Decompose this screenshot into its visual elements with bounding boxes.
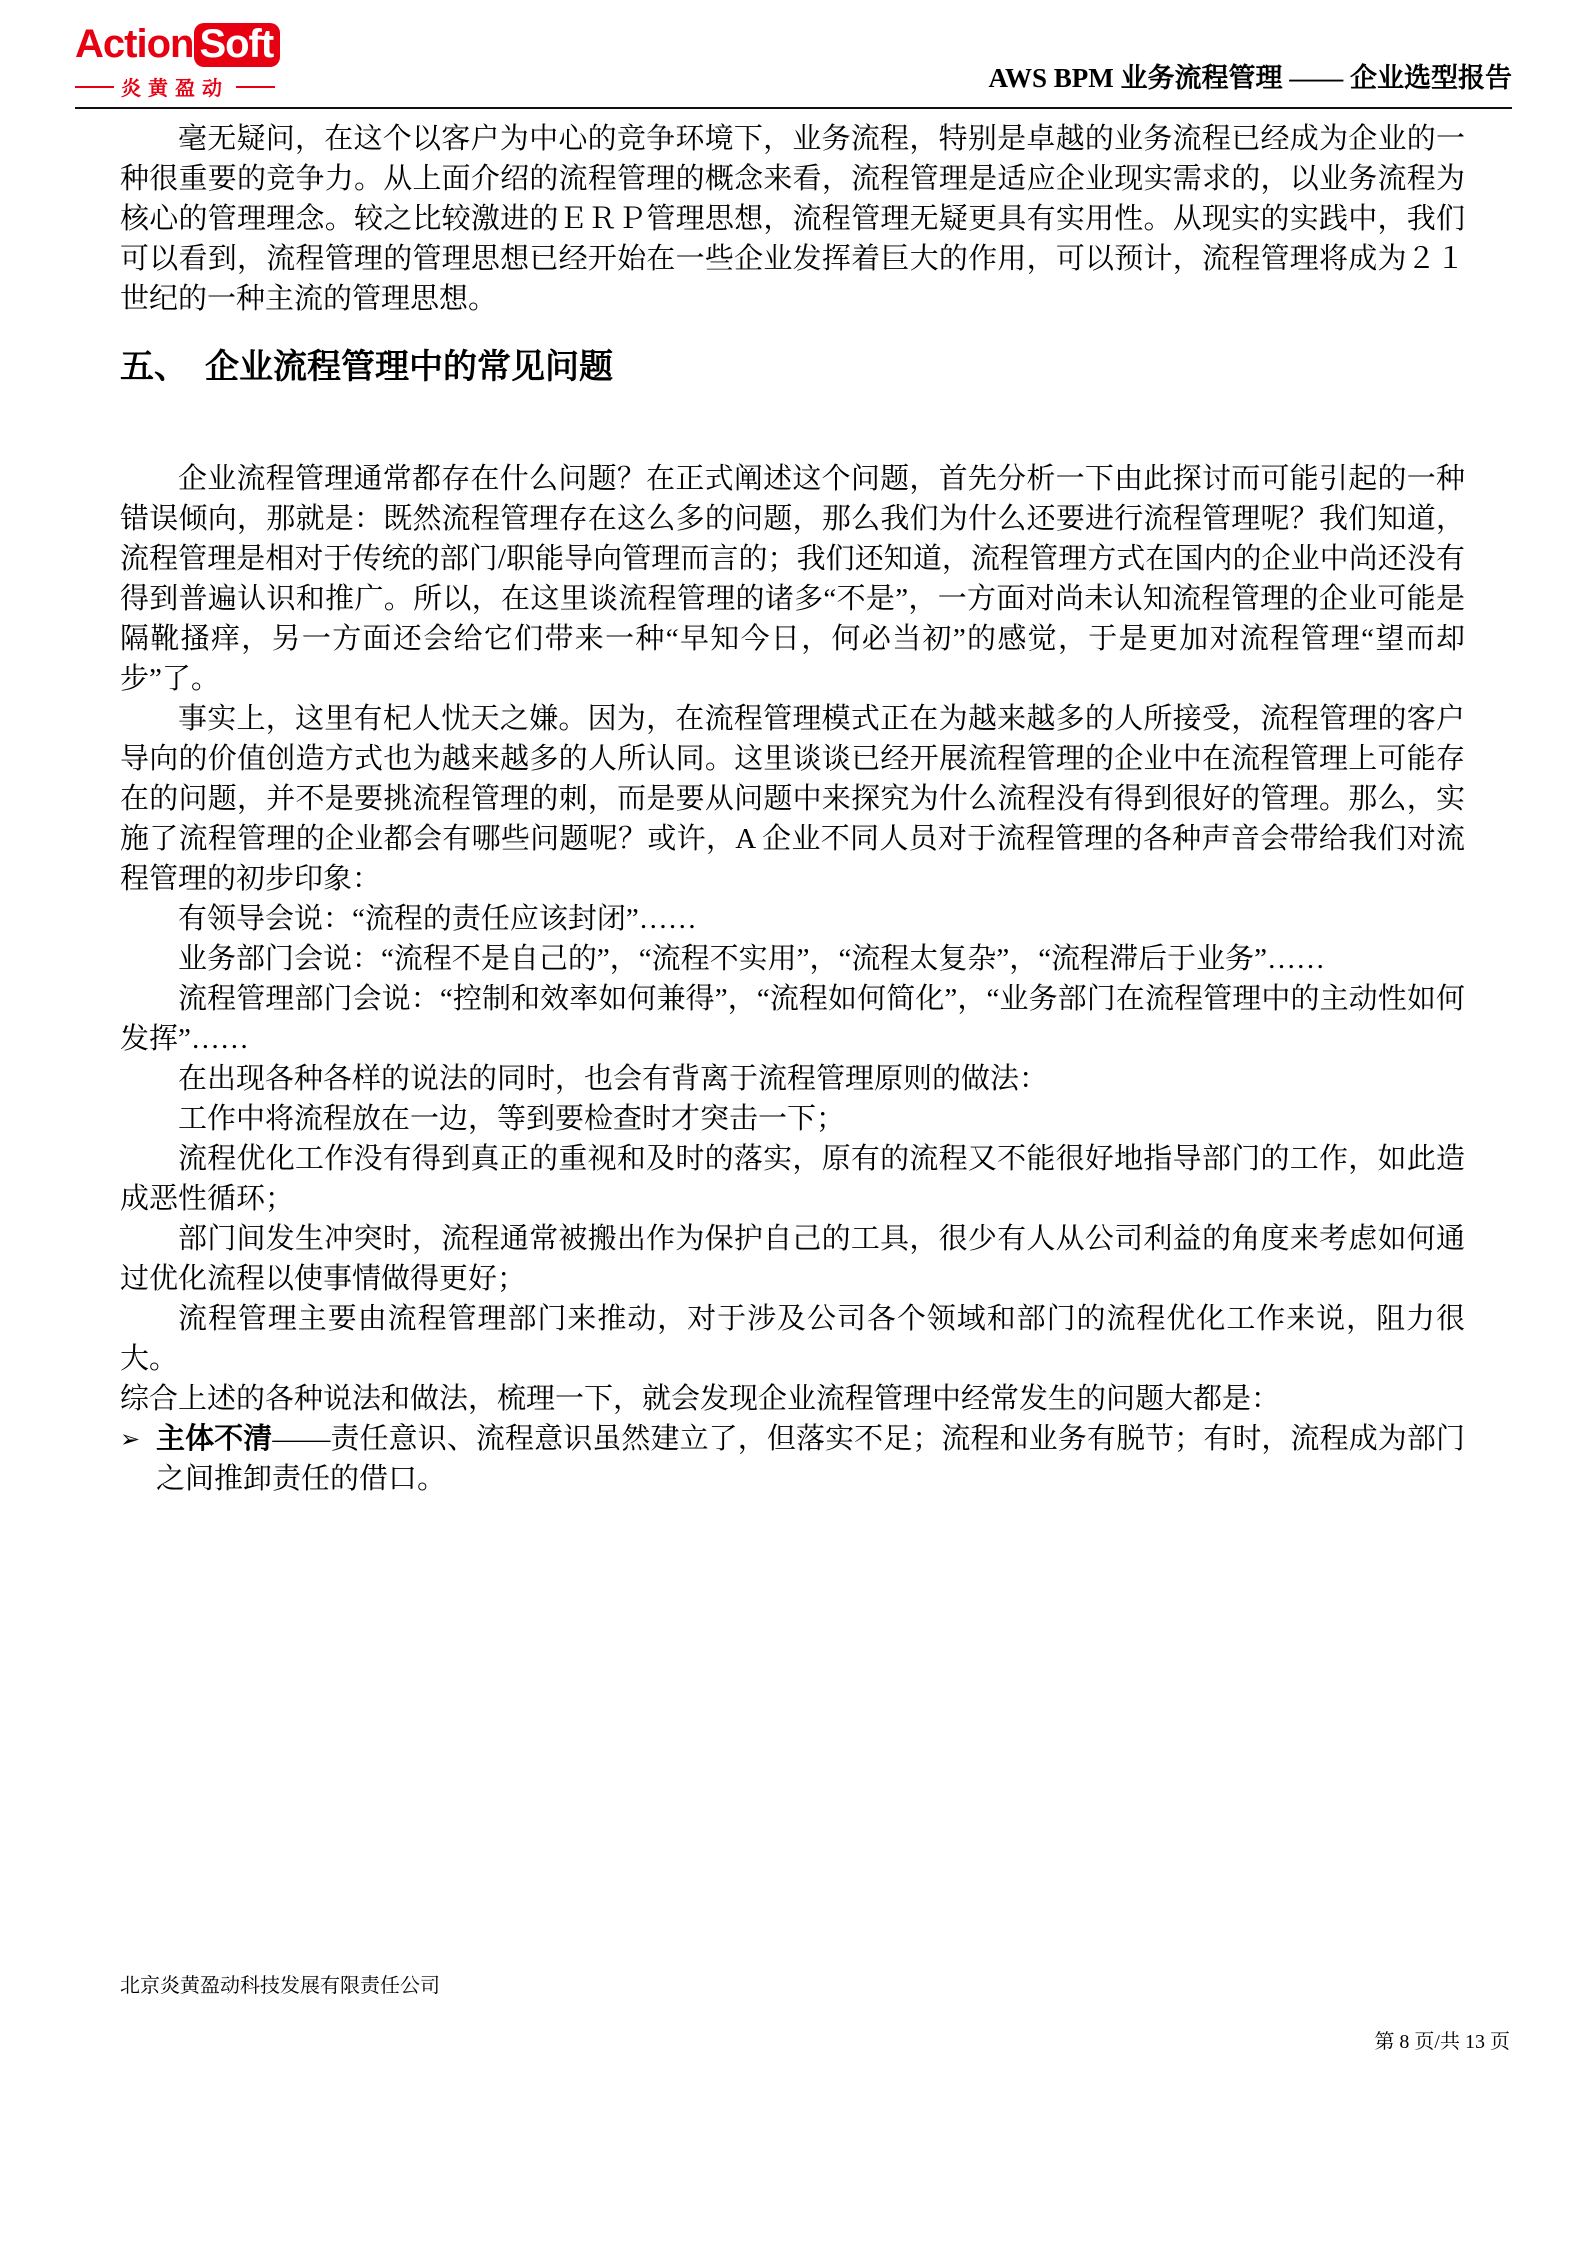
- page-header: [0, 0, 1587, 107]
- logo-wordmark: [75, 20, 275, 68]
- logo-text-soft: Soft: [194, 23, 280, 67]
- paragraph: 有领导会说：“流程的责任应该封闭”……: [178, 903, 697, 935]
- logo-chinese-name: 炎黄盈动: [121, 78, 229, 100]
- paragraph: 综合上述的各种说法和做法，梳理一下，就会发现企业流程管理中经常发生的问题大都是：: [120, 1383, 1281, 1415]
- paragraph: 工作中将流程放在一边，等到要检查时才突击一下；: [178, 1103, 846, 1135]
- bullet-text: [156, 1419, 1465, 1499]
- bullet-item: [120, 1419, 1465, 1499]
- logo-dash-right: [236, 86, 275, 88]
- bullet-description: ——责任意识、流程意识虽然建立了，但落实不足；流程和业务有脱节；有时，流程成为部门之间推卸责任的借口。: [156, 1423, 1465, 1495]
- document-title: AWS BPM 业务流程管理 —— 企业选型报告: [988, 63, 1512, 93]
- paragraph: 流程优化工作没有得到真正的重视和及时的落实，原有的流程又不能很好地指导部门的工作，如此造成恶性循环；: [120, 1143, 1465, 1215]
- logo-dash-left: [75, 86, 114, 88]
- paragraph: 毫无疑问，在这个以客户为中心的竞争环境下，业务流程，特别是卓越的业务流程已经成为企业的一种很重要的竞争力。从上面介绍的流程管理的概念来看，流程管理是适应企业现实需求的，以业务流程为核心的管理理念。较之比较激进的ＥＲＰ管理思想，流程管理无疑更具有实用性。从现实的实践中，我们可以看到，流程管理的管理思想已经开始在一些企业发挥着巨大的作用，可以预计，流程管理将成为２１世纪的一种主流的管理思想。: [120, 123, 1465, 315]
- paragraph: 业务部门会说：“流程不是自己的”，“流程不实用”，“流程太复杂”，“流程滞后于业务”……: [178, 943, 1325, 975]
- paragraph: 流程管理主要由流程管理部门来推动，对于涉及公司各个领域和部门的流程优化工作来说，阻力很大。: [120, 1303, 1465, 1375]
- document-body: [0, 109, 1587, 1499]
- arrow-bullet-icon: ➢: [120, 1425, 141, 1453]
- paragraph: 流程管理部门会说：“控制和效率如何兼得”，“流程如何简化”，“业务部门在流程管理中的主动性如何发挥”……: [120, 983, 1465, 1055]
- logo-subtitle: [75, 72, 275, 101]
- paragraph: 企业流程管理通常都存在什么问题？在正式阐述这个问题，首先分析一下由此探讨而可能引起的一种错误倾向，那就是：既然流程管理存在这么多的问题，那么我们为什么还要进行流程管理呢？我们知道，流程管理是相对于传统的部门/职能导向管理而言的；我们还知道，流程管理方式在国内的企业中尚还没有得到普遍认识和推广。所以，在这里谈流程管理的诸多“不是”，一方面对尚未认知流程管理的企业可能是隔靴搔痒，另一方面还会给它们带来一种“早知今日，何必当初”的感觉，于是更加对流程管理“望而却步”了。: [120, 463, 1465, 695]
- page-number: 第 8 页/共 13 页: [1374, 2031, 1510, 2053]
- bullet-term: 主体不清: [156, 1423, 273, 1455]
- actionsoft-logo: [75, 20, 275, 101]
- footer-company: 北京炎黄盈动科技发展有限责任公司: [120, 1975, 440, 1997]
- section-heading: 五、 企业流程管理中的常见问题: [120, 349, 613, 386]
- paragraph: 在出现各种各样的说法的同时，也会有背离于流程管理原则的做法：: [178, 1063, 1049, 1095]
- logo-text-action: Action: [75, 22, 194, 66]
- paragraph: 事实上，这里有杞人忧天之嫌。因为，在流程管理模式正在为越来越多的人所接受，流程管理的客户导向的价值创造方式也为越来越多的人所认同。这里谈谈已经开展流程管理的企业中在流程管理上可能存在的问题，并不是要挑流程管理的刺，而是要从问题中来探究为什么流程没有得到很好的管理。那么，实施了流程管理的企业都会有哪些问题呢？或许，A 企业不同人员对于流程管理的各种声音会带给我们对流程管理的初步印象：: [120, 703, 1465, 895]
- paragraph: 部门间发生冲突时，流程通常被搬出作为保护自己的工具，很少有人从公司利益的角度来考虑如何通过优化流程以使事情做得更好；: [120, 1223, 1465, 1295]
